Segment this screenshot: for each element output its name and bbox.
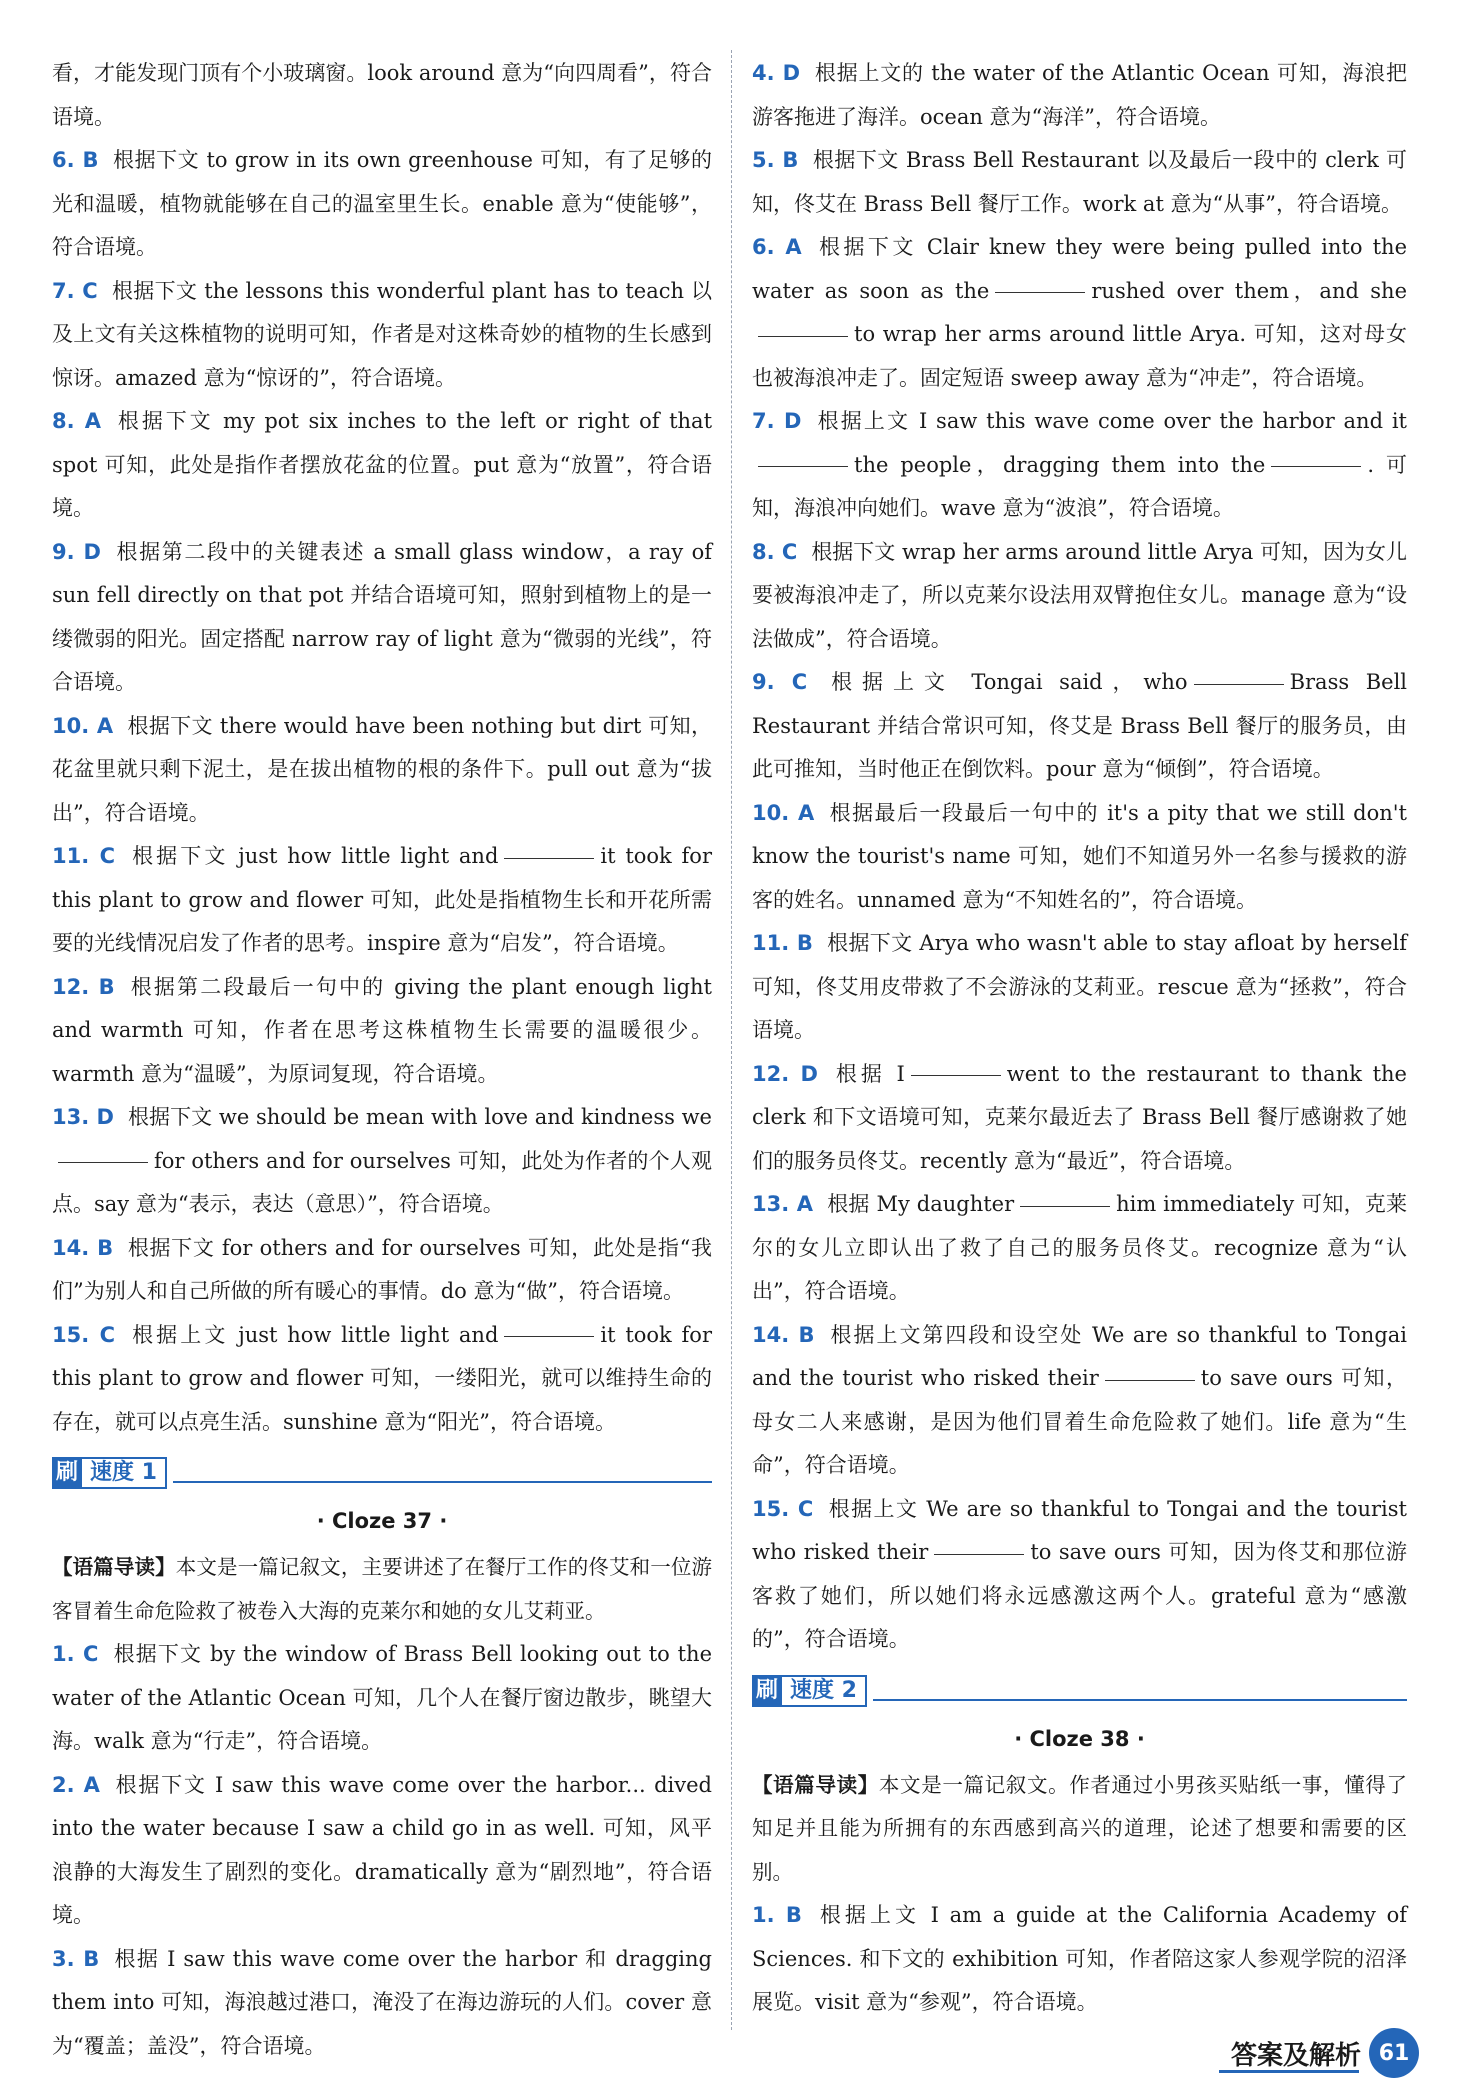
answer-number: 14. B	[52, 1235, 114, 1260]
answer-number: 2. A	[52, 1772, 100, 1797]
section-badge: 刷	[52, 1457, 82, 1489]
answer-item	[752, 661, 1407, 792]
answer-number: 8. C	[752, 539, 798, 564]
section-header	[752, 1674, 1407, 1708]
answer-text-pre: 根据下文 we should be mean with love and kindness we	[127, 1105, 712, 1129]
answer-item	[52, 139, 712, 270]
answer-number: 15. C	[52, 1322, 116, 1347]
answer-text-mid: the people，dragging them into the	[854, 452, 1266, 477]
answer-number: 8. A	[52, 409, 102, 433]
page-number-badge: 61	[1369, 2028, 1419, 2078]
section-rule	[873, 1681, 1407, 1701]
guide-label: 【语篇导读】	[52, 1555, 176, 1579]
answer-number: 6. A	[752, 235, 802, 259]
answer-item	[52, 705, 712, 836]
answer-number: 12. D	[752, 1061, 818, 1086]
cloze-title: · Cloze 38 ·	[1014, 1726, 1145, 1751]
answer-text: 根据下文 there would have been nothing but dirt 可知，花盆里就只剩下泥土，是在拔出植物的根的条件下。pull out 意为“拔出”，符合语境。	[52, 713, 712, 825]
answer-text: 根据下文 for others and for ourselves 可知，此处是指“我们”为别人和自己所做的所有暖心的事情。do 意为“做”，符合语境。	[52, 1235, 712, 1303]
cloze-title: · Cloze 37 ·	[316, 1509, 448, 1533]
answer-text: 根据上文 I am a guide at the California Academy of Sciences. 和下文的 exhibition 可知，作者陪这家人参观学院的沼泽展览。visit 意为“参观”，符合语境。	[752, 1903, 1407, 2014]
answer-number: 14. B	[752, 1322, 815, 1347]
answer-text-post: it took for this plant to grow and flower 可知，此处是指植物生长和开花所需要的光线情况启发了作者的思考。inspire 意为“启发”，符合语境。	[52, 844, 712, 955]
answer-item	[52, 1764, 712, 1938]
answer-number: 6. B	[52, 148, 99, 172]
left-column	[52, 52, 712, 2068]
column-divider	[731, 50, 732, 2030]
answer-number: 13. A	[752, 1192, 813, 1216]
answer-item	[52, 531, 712, 705]
answer-item	[752, 1894, 1407, 2025]
guide-label: 【语篇导读】	[752, 1772, 879, 1797]
footer-title: 答案及解析	[1230, 2040, 1361, 2071]
answer-text: 根据下文 Arya who wasn't able to stay afloat by herself 可知，佟艾用皮带救了不会游泳的艾莉亚。rescue 意为“拯救”，符合语境。	[752, 931, 1407, 1042]
answer-item	[752, 792, 1407, 923]
answer-blank	[995, 291, 1085, 293]
answer-number: 9. D	[52, 539, 101, 564]
answer-text-post: to wrap her arms around little Arya. 可知，这对母女也被海浪冲走了。固定短语 sweep away 意为“冲走”，符合语境。	[752, 322, 1407, 390]
answer-text-pre: 根据上文 just how little light and	[129, 1322, 499, 1347]
answer-number: 11. B	[752, 931, 813, 955]
answer-text-post: him immediately 可知，克莱尔的女儿立即认出了救了自己的服务员佟艾。recognize 意为“认出”，符合语境。	[752, 1192, 1407, 1303]
answer-number: 7. D	[752, 409, 802, 433]
reading-guide	[52, 1546, 712, 1633]
answer-text-pre: 根据下文 just how little light and	[129, 844, 499, 868]
answer-item	[752, 1183, 1407, 1314]
answer-number: 4. D	[752, 61, 801, 85]
answer-item	[52, 1096, 712, 1227]
answer-number: 10. A	[52, 713, 114, 738]
answer-text-pre: 根据上文第四段和设空处 We are so thankful to Tongai and the tourist who risked their	[752, 1322, 1407, 1390]
answer-blank	[911, 1074, 1001, 1076]
answer-item	[752, 922, 1407, 1053]
answer-blank	[504, 857, 594, 859]
answer-text-mid: rushed over them，and she	[1091, 278, 1407, 303]
answer-text: 根据 I saw this wave come over the harbor 和 dragging them into 可知，海浪越过港口，淹没了在海边游玩的人们。cover 意为“覆盖；盖没”，符合语境。	[52, 1946, 712, 2058]
answer-item	[52, 1314, 712, 1445]
answer-text: 根据下文 wrap her arms around little Arya 可知，因为女儿要被海浪冲走了，所以克莱尔设法用双臂抱住女儿。manage 意为“设法做成”，符合语境。	[752, 539, 1407, 651]
answer-text: 根据下文 Brass Bell Restaurant 以及最后一段中的 clerk 可知，佟艾在 Brass Bell 餐厅工作。work at 意为“从事”，符合语境。	[752, 148, 1407, 216]
answer-text-pre: 根据 My daughter	[826, 1192, 1015, 1216]
answer-number: 5. B	[752, 148, 799, 172]
answer-item	[52, 966, 712, 1097]
right-column	[752, 52, 1407, 2025]
answer-text: 根据最后一段最后一句中的 it's a pity that we still don't know the tourist's name 可知，她们不知道另外一名参与援救的游客的姓名。unnamed 意为“不知姓名的”，符合语境。	[752, 800, 1407, 912]
answer-item	[752, 1053, 1407, 1184]
answer-item	[52, 400, 712, 531]
answer-blank	[1020, 1205, 1110, 1207]
answer-text-post: to save ours 可知，母女二人来感谢，是因为他们冒着生命危险救了她们。life 意为“生命”，符合语境。	[752, 1366, 1407, 1477]
section-label: 速度 1	[82, 1457, 167, 1489]
answer-text: 根据下文 I saw this wave come over the harbor... dived into the water because I saw a child go in as well. 可知，风平浪静的大海发生了剧烈的变化。dramatically 意为“剧烈地”，符合语境。	[52, 1772, 712, 1927]
answer-text-post: . 可知，海浪冲向她们。wave 意为“波浪”，符合语境。	[752, 452, 1407, 520]
answer-item	[752, 400, 1407, 531]
answer-item	[752, 52, 1407, 139]
answer-number: 1. B	[752, 1903, 802, 1927]
guide-text: 本文是一篇记叙文，主要讲述了在餐厅工作的佟艾和一位游客冒着生命危险救了被卷入大海的克莱尔和她的女儿艾莉亚。	[52, 1555, 713, 1623]
answer-text-post: went to the restaurant to thank the clerk 和下文语境可知，克莱尔最近去了 Brass Bell 餐厅感谢救了她们的服务员佟艾。recently 意为“最近”，符合语境。	[752, 1061, 1407, 1173]
answer-text: 根据下文 my pot six inches to the left or right of that spot 可知，此处是指作者摆放花盆的位置。put 意为“放置”，符合语境。	[52, 409, 713, 520]
reading-guide	[752, 1764, 1407, 1895]
answer-number: 11. C	[52, 844, 116, 868]
answer-text: 根据第二段中的关键表述 a small glass window，a ray of sun fell directly on that pot 并结合语境可知，照射到植物上的是一缕微弱的阳光。固定搭配 narrow ray of light 意为“微弱的光线”，符合语境。	[52, 539, 712, 694]
answer-text-post: to save ours 可知，因为佟艾和那位游客救了她们，所以她们将永远感激这两个人。grateful 意为“感激的”，符合语境。	[752, 1540, 1407, 1651]
answer-text-post: Brass Bell Restaurant 并结合常识可知，佟艾是 Brass Bell 餐厅的服务员，由此可推知，当时他正在倒饮料。pour 意为“倾倒”，符合语境。	[752, 670, 1407, 781]
answer-item	[752, 139, 1407, 226]
answer-blank	[758, 465, 848, 467]
answer-blank	[934, 1553, 1024, 1555]
answer-text: 根据下文 to grow in its own greenhouse 可知，有了足够的光和温暖，植物就能够在自己的温室里生长。enable 意为“使能够”，符合语境。	[52, 148, 712, 259]
answer-blank	[1105, 1379, 1195, 1381]
section-badge: 刷	[752, 1675, 782, 1707]
answer-item	[52, 1227, 712, 1314]
guide-text: 本文是一篇记叙文。作者通过小男孩买贴纸一事，懂得了知足并且能为所拥有的东西感到高兴的道理，论述了想要和需要的区别。	[752, 1772, 1408, 1884]
answer-item	[752, 1314, 1407, 1488]
answer-text-pre: 根据上文 Tongai said，who	[821, 670, 1188, 694]
answer-blank	[1194, 683, 1284, 685]
answer-item	[52, 1633, 712, 1764]
answer-text-pre: 根据下文 Clair knew they were being pulled into the water as soon as the	[752, 235, 1408, 303]
answer-text-post: for others and for ourselves 可知，此处为作者的个人观点。say 意为“表示，表达（意思）”，符合语境。	[52, 1148, 712, 1216]
answer-text: 根据下文 the lessons this wonderful plant has to teach 以及上文有关这株植物的说明可知，作者是对这株奇妙的植物的生长感到惊讶。amazed 意为“惊讶的”，符合语境。	[52, 278, 713, 390]
answer-blank	[504, 1335, 594, 1337]
answer-text: 根据第二段最后一句中的 giving the plant enough light and warmth 可知，作者在思考这株植物生长需要的温暖很少。warmth 意为“温暖”，为原词复现，符合语境。	[52, 974, 712, 1086]
answer-number: 15. C	[752, 1496, 814, 1521]
answer-item	[52, 1938, 712, 2069]
answer-blank	[1271, 465, 1361, 467]
answer-text-pre: 根据上文 We are so thankful to Tongai and the tourist who risked their	[752, 1496, 1407, 1564]
answer-number: 10. A	[752, 800, 815, 825]
answer-item	[52, 835, 712, 966]
answer-item	[752, 531, 1407, 662]
section-header	[52, 1456, 712, 1490]
answer-blank	[58, 1161, 148, 1163]
answer-number: 1. C	[52, 1642, 99, 1666]
footer-underline	[1219, 2070, 1359, 2073]
answer-number: 3. B	[52, 1946, 100, 1971]
answer-number: 7. C	[52, 278, 98, 303]
answer-item	[52, 270, 712, 401]
answer-item	[752, 1488, 1407, 1662]
answer-text: 根据上文的 the water of the Atlantic Ocean 可知，海浪把游客拖进了海洋。ocean 意为“海洋”，符合语境。	[752, 61, 1407, 129]
answer-item	[752, 226, 1407, 400]
answer-number: 13. D	[52, 1105, 114, 1129]
section-label: 速度 2	[782, 1675, 867, 1707]
answer-text-pre: 根据 I	[831, 1061, 905, 1086]
answer-blank	[758, 335, 848, 337]
answer-number: 9. C	[752, 670, 808, 694]
answer-continuation	[52, 52, 712, 139]
section-rule	[173, 1463, 712, 1483]
answer-text: 根据下文 by the window of Brass Bell looking out to the water of the Atlantic Ocean 可知，几个人在餐厅窗边散步，眺望大海。walk 意为“行走”，符合语境。	[52, 1642, 712, 1753]
answer-number: 12. B	[52, 974, 115, 999]
answer-text: 看，才能发现门顶有个小玻璃窗。look around 意为“向四周看”，符合语境。	[52, 61, 712, 129]
answer-text-post: it took for this plant to grow and flower 可知，一缕阳光，就可以维持生命的存在，就可以点亮生活。sunshine 意为“阳光”，符合语境。	[52, 1322, 712, 1434]
answer-text-pre: 根据上文 I saw this wave come over the harbor and it	[815, 409, 1407, 433]
